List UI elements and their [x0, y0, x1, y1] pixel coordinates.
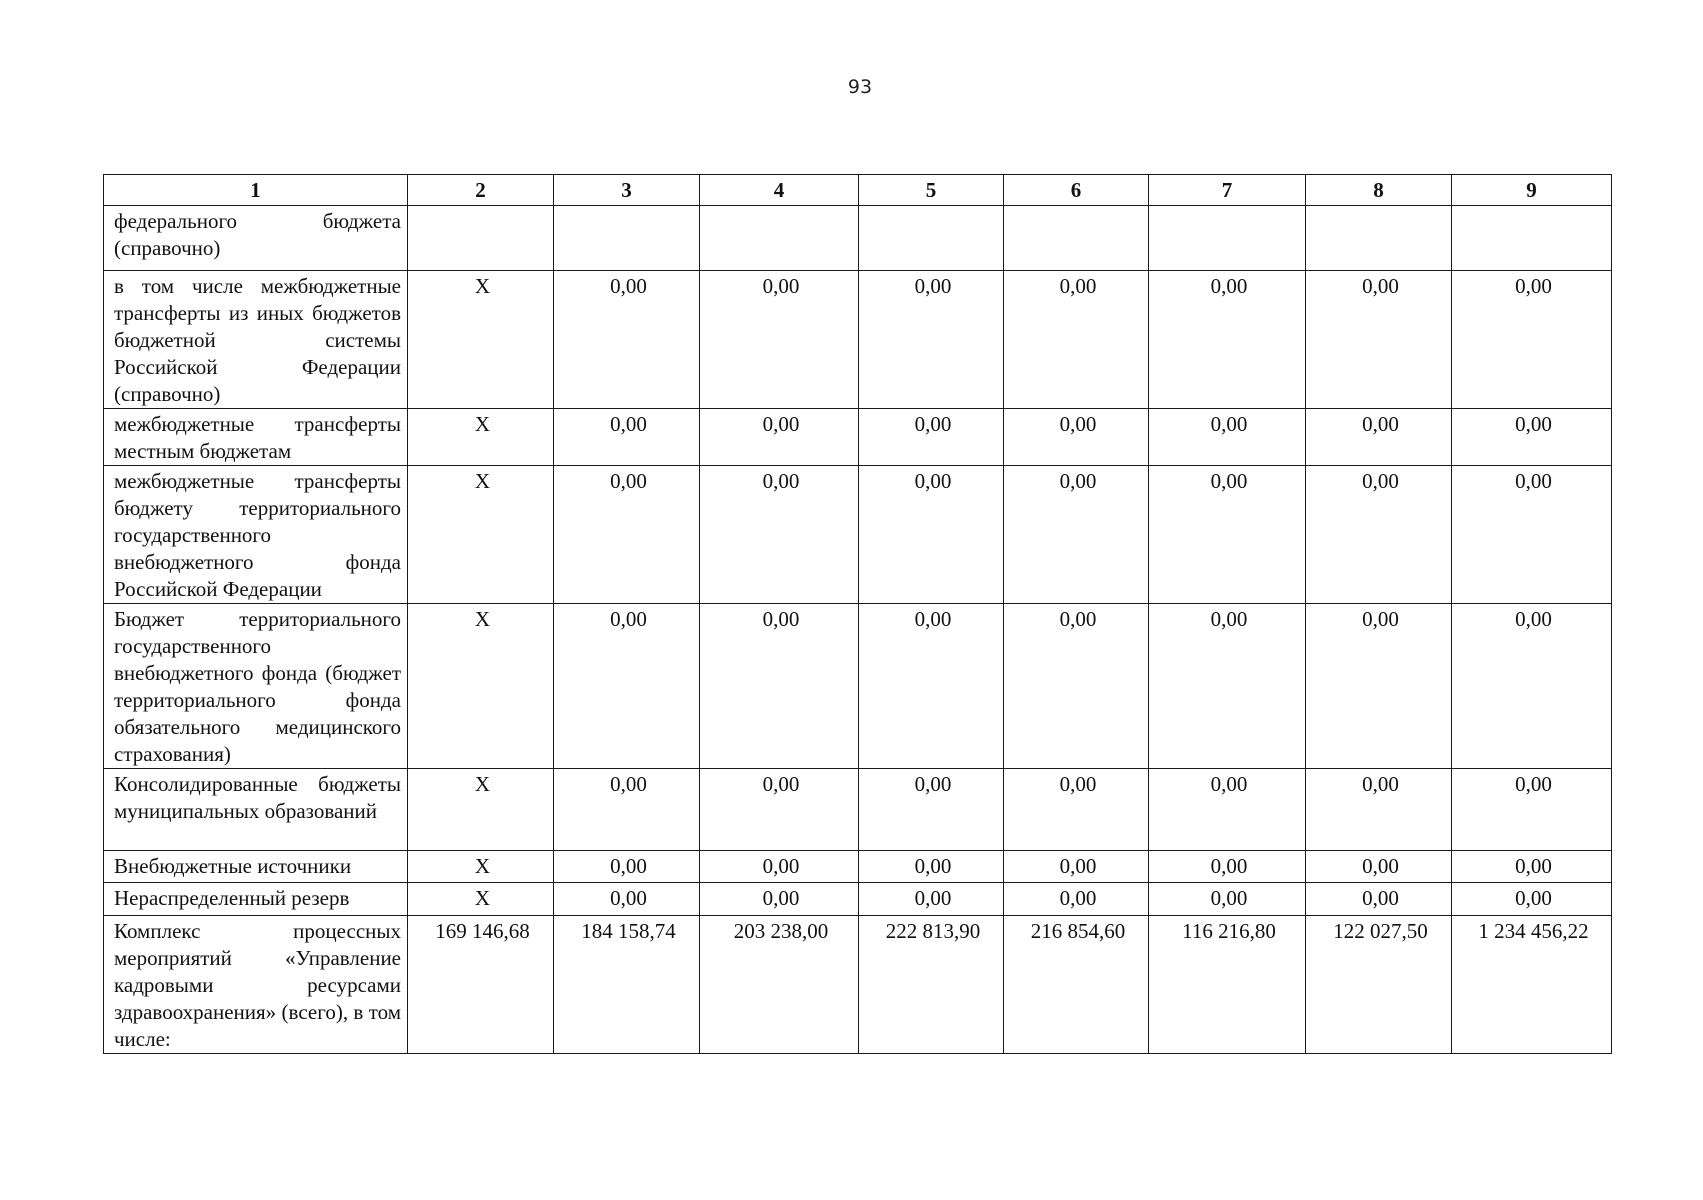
value-cell-col-2: Х: [408, 271, 554, 409]
row-name-cell: межбюджетные трансферты местным бюджетам: [104, 409, 408, 466]
value-cell-col-3: 0,00: [554, 466, 700, 604]
header-cell-col-4: 4: [700, 175, 859, 206]
page-number: 93: [847, 76, 873, 98]
value-cell-col-6: 0,00: [1004, 466, 1149, 604]
value-cell-col-5: 0,00: [859, 409, 1004, 466]
value-cell-col-5: 0,00: [859, 769, 1004, 851]
table-row: [104, 466, 1612, 604]
value-cell-col-9: 0,00: [1452, 769, 1612, 851]
row-name-cell: Внебюджетные источники: [104, 851, 408, 883]
value-cell-col-5: 0,00: [859, 604, 1004, 769]
header-cell-col-1: 1: [104, 175, 408, 206]
row-name-cell: федерального бюджета (справочно): [104, 206, 408, 271]
row-name-cell: в том числе межбюджетные трансферты из иных бюджетов бюджетной системы Российской Федерации (справочно): [104, 271, 408, 409]
budget-table: [103, 174, 1612, 1054]
value-cell-col-5: 0,00: [859, 271, 1004, 409]
value-cell-col-4: 0,00: [700, 769, 859, 851]
table-row: [104, 409, 1612, 466]
value-cell-col-5: 0,00: [859, 883, 1004, 916]
value-cell-col-5: 0,00: [859, 466, 1004, 604]
header-cell-col-6: 6: [1004, 175, 1149, 206]
value-cell-col-3: 0,00: [554, 409, 700, 466]
value-cell-col-4: 0,00: [700, 271, 859, 409]
table-row: [104, 851, 1612, 883]
value-cell-col-3: 184 158,74: [554, 916, 700, 1054]
value-cell-col-8: 0,00: [1306, 851, 1452, 883]
header-cell-col-5: 5: [859, 175, 1004, 206]
table-row: [104, 604, 1612, 769]
value-cell-col-7: 0,00: [1149, 769, 1306, 851]
value-cell-col-7: 116 216,80: [1149, 916, 1306, 1054]
table-row: [104, 883, 1612, 916]
value-cell-col-9: 1 234 456,22: [1452, 916, 1612, 1054]
value-cell-col-3: 0,00: [554, 271, 700, 409]
value-cell-col-7: 0,00: [1149, 409, 1306, 466]
row-name-cell: межбюджетные трансферты бюджету территориального государственного внебюджетного фонда Российской Федерации: [104, 466, 408, 604]
value-cell-col-8: 122 027,50: [1306, 916, 1452, 1054]
value-cell-col-5: 222 813,90: [859, 916, 1004, 1054]
value-cell-col-2: Х: [408, 851, 554, 883]
value-cell-col-5: [859, 206, 1004, 271]
row-name-cell: Консолидированные бюджеты муниципальных образований: [104, 769, 408, 851]
table-row: [104, 769, 1612, 851]
value-cell-col-6: 0,00: [1004, 769, 1149, 851]
header-cell-col-2: 2: [408, 175, 554, 206]
table-row: [104, 271, 1612, 409]
value-cell-col-6: 0,00: [1004, 409, 1149, 466]
value-cell-col-9: [1452, 206, 1612, 271]
value-cell-col-9: 0,00: [1452, 883, 1612, 916]
value-cell-col-9: 0,00: [1452, 409, 1612, 466]
value-cell-col-2: Х: [408, 604, 554, 769]
row-name-cell: Бюджет территориального государственного внебюджетного фонда (бюджет территориального фонда обязательного медицинского страхования): [104, 604, 408, 769]
value-cell-col-4: [700, 206, 859, 271]
value-cell-col-4: 0,00: [700, 883, 859, 916]
value-cell-col-8: 0,00: [1306, 466, 1452, 604]
value-cell-col-3: 0,00: [554, 851, 700, 883]
header-cell-col-7: 7: [1149, 175, 1306, 206]
value-cell-col-8: 0,00: [1306, 769, 1452, 851]
value-cell-col-3: 0,00: [554, 769, 700, 851]
header-cell-col-3: 3: [554, 175, 700, 206]
value-cell-col-6: 216 854,60: [1004, 916, 1149, 1054]
value-cell-col-2: Х: [408, 883, 554, 916]
value-cell-col-5: 0,00: [859, 851, 1004, 883]
value-cell-col-7: 0,00: [1149, 271, 1306, 409]
value-cell-col-4: 0,00: [700, 409, 859, 466]
value-cell-col-3: 0,00: [554, 604, 700, 769]
row-name-cell: Нераспределенный резерв: [104, 883, 408, 916]
value-cell-col-2: 169 146,68: [408, 916, 554, 1054]
value-cell-col-3: [554, 206, 700, 271]
value-cell-col-9: 0,00: [1452, 851, 1612, 883]
value-cell-col-2: Х: [408, 409, 554, 466]
value-cell-col-7: 0,00: [1149, 466, 1306, 604]
value-cell-col-7: 0,00: [1149, 883, 1306, 916]
value-cell-col-8: 0,00: [1306, 604, 1452, 769]
header-cell-col-9: 9: [1452, 175, 1612, 206]
row-name-cell: Комплекс процессных мероприятий «Управление кадровыми ресурсами здравоохранения» (всего), в том числе:: [104, 916, 408, 1054]
value-cell-col-3: 0,00: [554, 883, 700, 916]
value-cell-col-8: 0,00: [1306, 271, 1452, 409]
header-row: [104, 175, 1612, 206]
value-cell-col-9: 0,00: [1452, 271, 1612, 409]
value-cell-col-7: [1149, 206, 1306, 271]
value-cell-col-4: 0,00: [700, 604, 859, 769]
value-cell-col-8: 0,00: [1306, 883, 1452, 916]
header-cell-col-8: 8: [1306, 175, 1452, 206]
value-cell-col-6: 0,00: [1004, 604, 1149, 769]
value-cell-col-6: 0,00: [1004, 271, 1149, 409]
value-cell-col-6: 0,00: [1004, 883, 1149, 916]
value-cell-col-8: [1306, 206, 1452, 271]
value-cell-col-8: 0,00: [1306, 409, 1452, 466]
value-cell-col-9: 0,00: [1452, 604, 1612, 769]
table-row: [104, 916, 1612, 1054]
value-cell-col-4: 0,00: [700, 851, 859, 883]
value-cell-col-2: Х: [408, 466, 554, 604]
value-cell-col-2: Х: [408, 769, 554, 851]
value-cell-col-9: 0,00: [1452, 466, 1612, 604]
value-cell-col-4: 0,00: [700, 466, 859, 604]
value-cell-col-2: [408, 206, 554, 271]
value-cell-col-4: 203 238,00: [700, 916, 859, 1054]
value-cell-col-6: 0,00: [1004, 851, 1149, 883]
value-cell-col-7: 0,00: [1149, 851, 1306, 883]
value-cell-col-7: 0,00: [1149, 604, 1306, 769]
table-row: [104, 206, 1612, 271]
value-cell-col-6: [1004, 206, 1149, 271]
